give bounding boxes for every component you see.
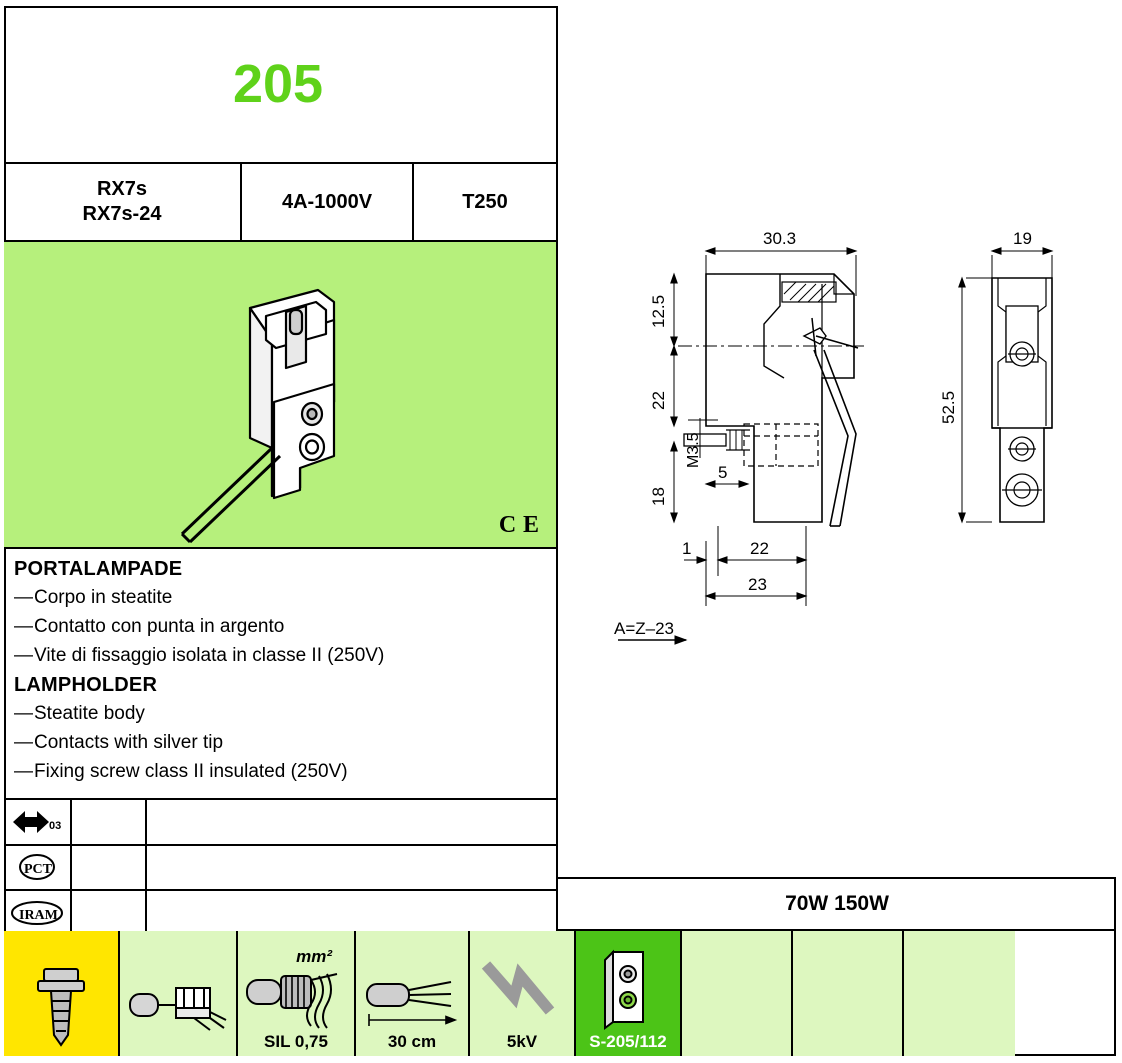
- list-item: —Fixing screw class II insulated (250V): [14, 761, 348, 782]
- description-list-it: [14, 583, 546, 670]
- approval-cell-rest: [147, 800, 556, 844]
- approval-cell-mid: [72, 800, 147, 844]
- desc-en-2: Fixing screw class II insulated (250V): [34, 761, 348, 782]
- strip-cell-dielectric: [470, 931, 576, 1056]
- pct-mark-icon: [4, 846, 72, 890]
- svg-text:52.5: 52.5: [939, 390, 958, 424]
- cable-length-icon: [359, 950, 465, 1030]
- desc-it-2: Vite di fissaggio isolata in classe II (250V): [34, 645, 385, 666]
- svg-text:22: 22: [750, 539, 769, 558]
- list-item: —Contacts with silver tip: [14, 732, 224, 753]
- svg-text:M3.5: M3.5: [685, 432, 702, 468]
- list-item: —Vite di fissaggio isolata in classe II (250V): [14, 645, 385, 666]
- strip-cell-connector: [120, 931, 238, 1056]
- spec-cell-rating: [242, 164, 414, 240]
- approval-cell-mid: [72, 891, 147, 935]
- list-item: —Contatto con punta in argento: [14, 616, 285, 637]
- svg-text:23: 23: [748, 575, 767, 594]
- strip-label-section: SIL 0,75: [264, 1032, 328, 1051]
- technical-drawing-panel: [558, 6, 1116, 879]
- iram-mark-icon: [4, 891, 72, 935]
- connector-icon: [124, 960, 232, 1050]
- approval-cell-rest: [147, 891, 556, 935]
- svg-text:1: 1: [682, 539, 692, 558]
- approval-cell-rest: [147, 846, 556, 890]
- feature-strip: [4, 931, 1116, 1056]
- svg-text:22: 22: [649, 391, 668, 410]
- description-list-en: [14, 699, 546, 786]
- approval-cell-mid: [72, 846, 147, 890]
- temperature-class: T250: [462, 190, 508, 213]
- strip-cell-bracket-code: [576, 931, 682, 1056]
- product-illustration: [4, 242, 558, 549]
- desc-it-0: Corpo in steatite: [34, 587, 173, 608]
- left-column: [4, 6, 558, 1056]
- spec-cell-socket: [4, 164, 242, 240]
- strip-cell-empty-2: [793, 931, 904, 1056]
- strip-cell-cable-length: [356, 931, 470, 1056]
- svg-text:A=Z–23: A=Z–23: [614, 619, 675, 638]
- wattage-label: 70W 150W: [785, 892, 889, 915]
- strip-cell-cable-section: [238, 931, 356, 1056]
- product-photo-panel: [4, 242, 558, 549]
- strip-label-length: 30 cm: [387, 1032, 437, 1051]
- svg-text:18: 18: [649, 487, 668, 506]
- description-block: [4, 549, 558, 800]
- spec-row: [4, 164, 558, 242]
- svg-text:03: 03: [49, 819, 62, 832]
- list-item: —Corpo in steatite: [14, 587, 173, 608]
- desc-en-1: Contacts with silver tip: [34, 732, 224, 753]
- wattage-bar: [558, 879, 1116, 931]
- svg-text:5: 5: [718, 463, 728, 482]
- screw-fixing-icon: [26, 955, 96, 1050]
- strip-cell-empty-3: [904, 931, 1015, 1056]
- strip-cell-screw-fixing: [4, 931, 120, 1056]
- svg-text:PCT: PCT: [24, 862, 52, 878]
- description-title-en: LAMPHOLDER: [14, 674, 158, 696]
- svg-text:IRAM: IRAM: [19, 907, 58, 923]
- product-code: 205: [232, 54, 324, 114]
- table-row: [4, 846, 556, 892]
- ce-mark: C E: [498, 512, 540, 538]
- desc-it-1: Contatto con punta in argento: [34, 616, 285, 637]
- table-row: [4, 800, 556, 846]
- svg-text:12.5: 12.5: [649, 294, 668, 328]
- strip-label-dielectric: 5kV: [506, 1032, 538, 1051]
- mm2-label: mm²: [296, 947, 332, 966]
- desc-en-0: Steatite body: [34, 703, 145, 724]
- description-title-it: PORTALAMPADE: [14, 558, 183, 580]
- table-row: [4, 891, 556, 937]
- svg-text:19: 19: [1013, 229, 1032, 248]
- spec-cell-temperature: [414, 164, 556, 240]
- strip-cell-empty-1: [682, 931, 793, 1056]
- strip-label-bracket: S-205/112: [589, 1032, 667, 1051]
- socket-type-2: RX7s-24: [82, 203, 162, 225]
- bracket-code-icon: [597, 944, 659, 1030]
- eac-03-mark-icon: [4, 800, 72, 844]
- socket-type-1: RX7s: [96, 178, 148, 200]
- technical-drawing: [558, 6, 1116, 879]
- dielectric-icon: [474, 945, 570, 1030]
- svg-text:30.3: 30.3: [763, 229, 797, 248]
- product-code-box: [4, 6, 558, 164]
- electrical-rating: 4A-1000V: [281, 190, 373, 213]
- approvals-table: [4, 800, 558, 937]
- list-item: —Steatite body: [14, 703, 145, 724]
